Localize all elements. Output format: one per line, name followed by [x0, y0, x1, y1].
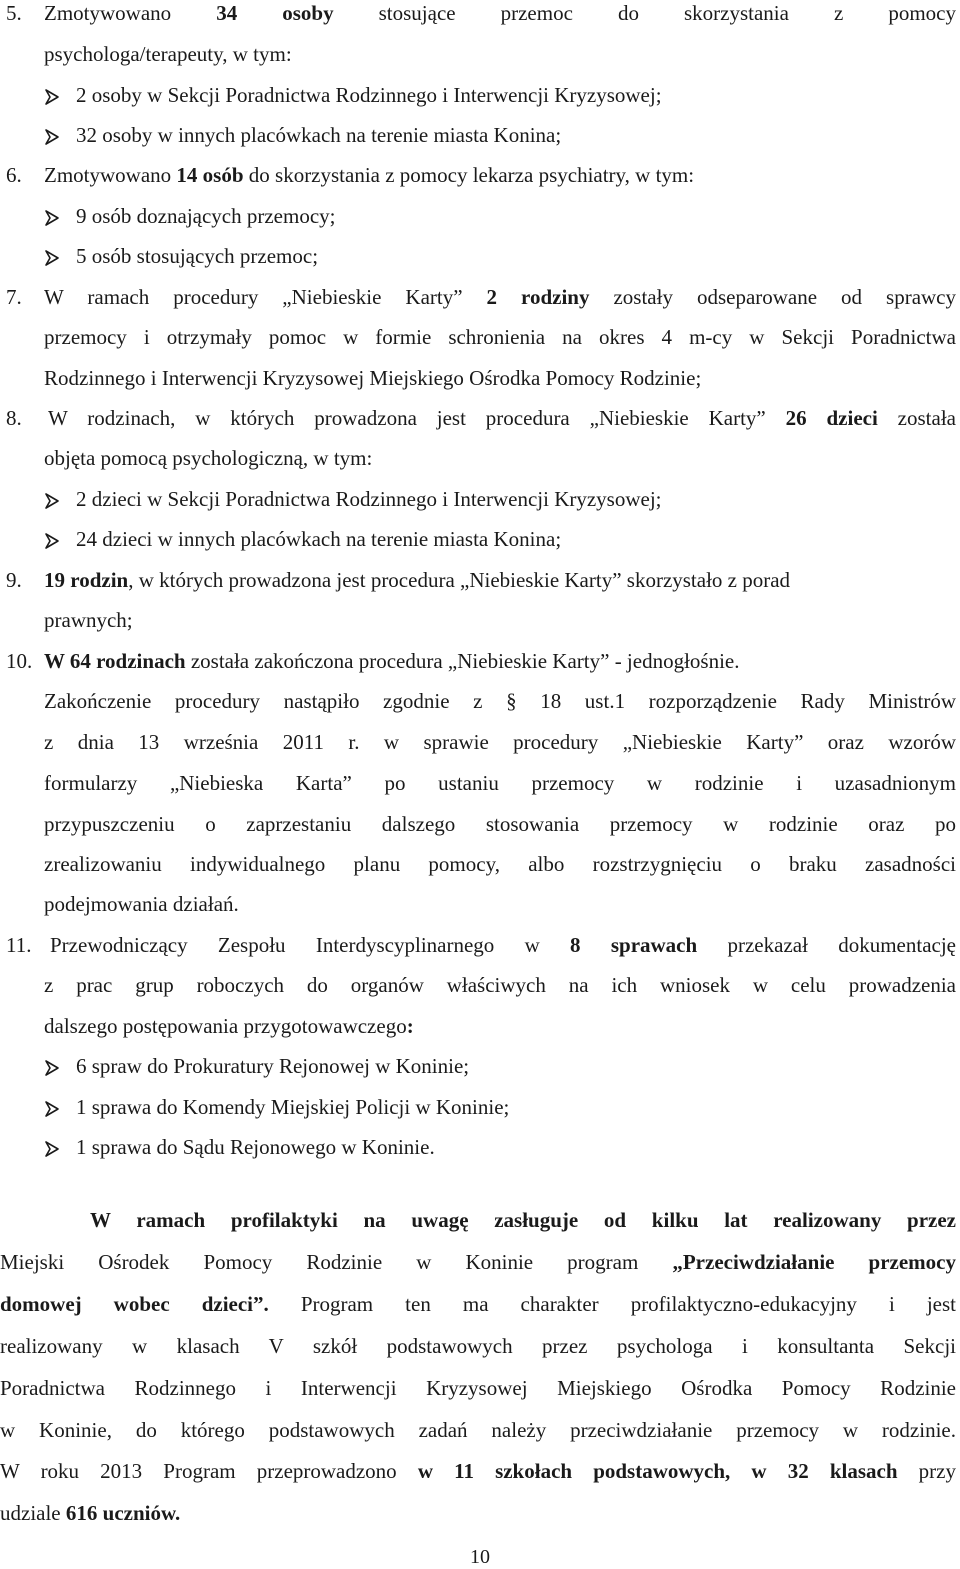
- item-10-text-4: formularzy „Niebieska Karta” po ustaniu przemocy w rodzinie i uzasadnionym: [44, 771, 956, 795]
- item-10-bold-1: W 64 rodzinach: [44, 649, 186, 673]
- item-8-bullet-2-text: 24 dzieci w innych placówkach na terenie miasta Konina;: [76, 527, 562, 551]
- item-9-text-1b: , w których prowadzona jest procedura „Niebieskie Karty” skorzystało z porad: [128, 568, 791, 592]
- item-8-text-1a: W rodzinach, w których prowadzona jest procedura „Niebieskie Karty”: [48, 406, 786, 430]
- item-8-text-1c: została: [877, 406, 956, 430]
- arrow-bullet-icon: [44, 487, 60, 511]
- item-5-text-2: psychologa/terapeuty, w tym:: [44, 42, 292, 66]
- para-text-3b: Program ten ma charakter profilaktyczno-edukacyjny i jest: [268, 1292, 956, 1316]
- item-11-text-3: [44, 1014, 414, 1038]
- item-7-number: 7.: [6, 285, 22, 309]
- item-5-bold-1: 34 osoby: [216, 1, 334, 25]
- arrow-bullet-icon: [44, 1054, 60, 1078]
- item-5-text-1: [44, 1, 956, 25]
- para-text-8a: udziale: [0, 1501, 66, 1525]
- item-5-text-1a: Zmotywowano: [44, 1, 217, 25]
- item-9-number: 9.: [6, 568, 22, 592]
- para-text-6: w Koninie, do którego podstawowych zadań należy przeciwdziałanie przemocy w rodzinie.: [0, 1418, 956, 1442]
- item-6-text-1a: Zmotywowano: [44, 163, 177, 187]
- para-text-7c: przy: [897, 1459, 956, 1483]
- item-11-text-1: [50, 933, 956, 957]
- item-6-bold-1: 14 osób: [176, 163, 244, 187]
- para-text-2a: Miejski Ośrodek Pomocy Rodzinie w Koninie program: [0, 1250, 673, 1274]
- item-10-text-3: z dnia 13 września 2011 r. w sprawie procedury „Niebieskie Karty” oraz wzorów: [44, 730, 956, 754]
- para-text-8: [0, 1501, 180, 1525]
- item-11-bullet-1-text: 6 spraw do Prokuratury Rejonowej w Koninie;: [76, 1054, 470, 1078]
- item-8-number: 8.: [6, 406, 22, 430]
- arrow-bullet-icon: [44, 1135, 60, 1159]
- arrow-bullet-icon: [44, 83, 60, 107]
- item-7-bold-1: 2 rodziny: [486, 285, 590, 309]
- item-10-text-5: przypuszczeniu o zaprzestaniu dalszego stosowania przemocy w rodzinie oraz po: [44, 812, 956, 836]
- item-6-bullet-2-text: 5 osób stosujących przemoc;: [76, 244, 319, 268]
- item-7-text-2: przemocy i otrzymały pomoc w formie schronienia na okres 4 m-cy w Sekcji Poradnictwa: [44, 325, 956, 349]
- para-bold-8: 616 uczniów.: [65, 1501, 181, 1525]
- item-9-bold-1: 19 rodzin: [44, 568, 129, 592]
- item-11-text-3a: dalszego postępowania przygotowawczego: [44, 1014, 407, 1038]
- para-text-2: [0, 1250, 956, 1274]
- para-text-4: realizowany w klasach V szkół podstawowych przez psychologa i konsultanta Sekcji: [0, 1334, 956, 1358]
- item-11-colon: :: [406, 1014, 414, 1038]
- item-6-text-1c: do skorzystania z pomocy lekarza psychiatry, w tym:: [243, 163, 695, 187]
- item-7-text-1: [44, 285, 956, 309]
- item-6-text-1: [44, 163, 694, 187]
- item-10-text-2: Zakończenie procedury nastąpiło zgodnie z § 18 ust.1 rozporządzenie Rady Ministrów: [44, 689, 956, 713]
- item-5-bullet-1-text: 2 osoby w Sekcji Poradnictwa Rodzinnego i Interwencji Kryzysowej;: [76, 83, 662, 107]
- item-10-number: 10.: [6, 649, 33, 673]
- arrow-bullet-icon: [44, 527, 60, 551]
- para-bold-3: domowej wobec dzieci”.: [0, 1292, 269, 1316]
- item-5-bullet-2-text: 32 osoby w innych placówkach na terenie miasta Konina;: [76, 123, 562, 147]
- page-number: 10: [470, 1546, 490, 1568]
- para-bold-7: w 11 szkołach podstawowych, w 32 klasach: [417, 1459, 898, 1483]
- arrow-bullet-icon: [44, 1095, 60, 1119]
- item-11-text-1a: Przewodniczący Zespołu Interdyscyplinarnego w: [50, 933, 571, 957]
- arrow-bullet-icon: [44, 204, 60, 228]
- item-11-text-2: z prac grup roboczych do organów właściwych na ich wniosek w celu prowadzenia: [44, 973, 956, 997]
- item-8-bold-1: 26 dzieci: [785, 406, 878, 430]
- item-10-text-1: [44, 649, 740, 673]
- item-10-text-1b: została zakończona procedura „Niebieskie Karty” - jednogłośnie.: [185, 649, 740, 673]
- item-7-text-1a: W ramach procedury „Niebieskie Karty”: [44, 285, 487, 309]
- item-10-text-7: podejmowania działań.: [44, 892, 239, 916]
- para-bold-1: W ramach profilaktyki na uwagę zasługuje od kilku lat realizowany przez: [90, 1208, 956, 1232]
- item-7-text-3: Rodzinnego i Interwencji Kryzysowej Miejskiego Ośrodka Pomocy Rodzinie;: [44, 366, 702, 390]
- arrow-bullet-icon: [44, 244, 60, 268]
- item-5-number: 5.: [6, 1, 22, 25]
- item-9-text-1: [44, 568, 790, 592]
- item-11-bullet-2-text: 1 sprawa do Komendy Miejskiej Policji w Koninie;: [76, 1095, 510, 1119]
- arrow-bullet-icon: [44, 123, 60, 147]
- item-10-text-6: zrealizowaniu indywidualnego planu pomocy, albo rozstrzygnięciu o braku zasadności: [44, 852, 956, 876]
- para-text-3: [0, 1292, 956, 1316]
- item-11-bold-1: 8 sprawach: [570, 933, 698, 957]
- item-6-number: 6.: [6, 163, 22, 187]
- item-5-text-1c: stosujące przemoc do skorzystania z pomocy: [333, 1, 956, 25]
- para-text-5: Poradnictwa Rodzinnego i Interwencji Kryzysowej Miejskiego Ośrodka Pomocy Rodzinie: [0, 1376, 956, 1400]
- item-7-text-1c: zostały odseparowane od sprawcy: [589, 285, 957, 309]
- item-8-bullet-1-text: 2 dzieci w Sekcji Poradnictwa Rodzinnego i Interwencji Kryzysowej;: [76, 487, 662, 511]
- para-text-7a: W roku 2013 Program przeprowadzono: [0, 1459, 418, 1483]
- item-8-text-2: objęta pomocą psychologiczną, w tym:: [44, 446, 373, 470]
- para-text-7: [0, 1459, 956, 1483]
- item-6-bullet-1-text: 9 osób doznających przemocy;: [76, 204, 336, 228]
- item-9-text-2: prawnych;: [44, 608, 133, 632]
- item-11-bullet-3-text: 1 sprawa do Sądu Rejonowego w Koninie.: [76, 1135, 435, 1159]
- item-11-text-1c: przekazał dokumentację: [697, 933, 956, 957]
- para-bold-2: „Przeciwdziałanie przemocy: [672, 1250, 956, 1274]
- item-8-text-1: [48, 406, 956, 430]
- item-11-number: 11.: [6, 933, 32, 957]
